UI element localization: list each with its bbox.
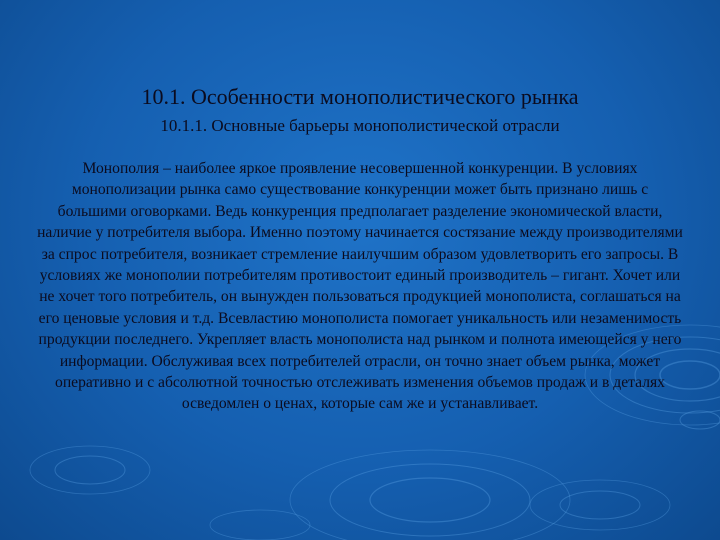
slide-title: 10.1. Особенности монополистического рынка <box>141 84 579 109</box>
slide-subtitle: 10.1.1. Основные барьеры монополистической отрасли <box>160 116 560 135</box>
slide-body-paragraph: Монополия – наиболее яркое проявление несовершенной конкуренции. В условиях монополизации рынка само существование конкуренции может быть признано лишь с большими оговорками. Ведь конкуренция предполагает разделение экономической власти, наличие у потребителя выбора. Именно поэтому начинается состязание между производителями за спрос потребителя, возникает стремление наилучшим образом удовлетворить его запросы. В условиях же монополии потребителям противостоит единый производитель – гигант. Хочет или не хочет того потребитель, он вынужден пользоваться продукцией монополиста, соглашаться на его ценовые условия и т.д. Всевластию монополиста помогает уникальность или незаменимость продукции последнего. Укрепляет власть монополиста над рынком и полнота имеющейся у него информации. Обслуживая всех потребителей отрасли, он точно знает объем рынка, может оперативно и с абсолютной точностью отслеживать изменения объемов продаж и в деталях осведомлен о ценах, которые сам же и устанавливает. <box>37 160 683 413</box>
